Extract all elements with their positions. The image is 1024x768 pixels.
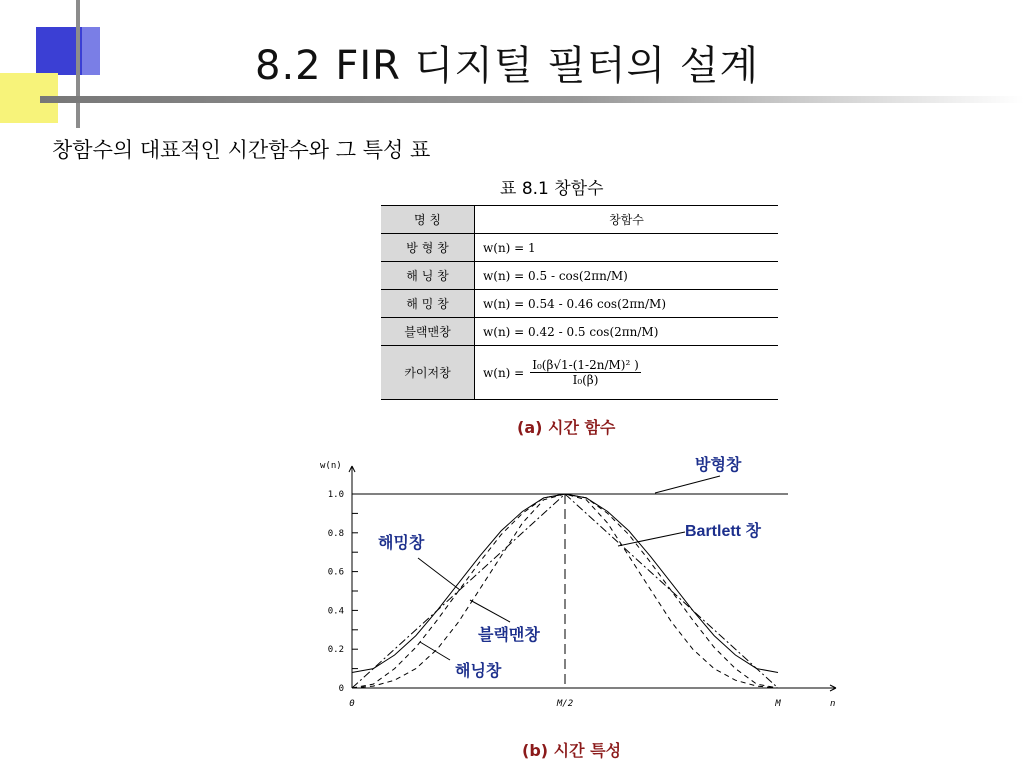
- x-tick-label: M: [775, 699, 781, 709]
- row-formula: w(n) = 0.42 - 0.5 cos(2πn/M): [475, 318, 779, 346]
- table-figure-caption: (a) 시간 함수: [517, 418, 616, 437]
- kaiser-numerator: I₀(β√1-(1-2n/M)² ): [532, 358, 639, 372]
- row-formula: w(n) = 0.54 - 0.46 cos(2πn/M): [475, 290, 779, 318]
- decor-blue-shade: [82, 27, 100, 75]
- series-label-pointer: [618, 532, 685, 546]
- chart-figure-caption: (b) 시간 특성: [522, 741, 622, 760]
- y-tick-label: 0.8: [327, 528, 344, 539]
- row-name: 해 닝 창: [381, 262, 475, 290]
- row-formula: [475, 346, 779, 400]
- x-tick-label: 0: [349, 699, 355, 709]
- table-row: [381, 290, 778, 318]
- header-function: 창함수: [475, 206, 779, 234]
- series-label: 해닝창: [455, 663, 502, 680]
- window-chart: [300, 450, 860, 720]
- series-label: 방형창: [695, 457, 742, 474]
- row-name: 해 밍 창: [381, 290, 475, 318]
- table-header-row: [381, 206, 778, 234]
- window-function-table: [381, 205, 778, 400]
- table-row: [381, 234, 778, 262]
- series-label: Bartlett 창: [685, 523, 761, 540]
- table-row: [381, 262, 778, 290]
- y-tick-label: 0.6: [327, 567, 344, 578]
- y-tick-label: 0.4: [327, 606, 344, 617]
- kaiser-lhs: w(n) =: [483, 365, 525, 380]
- table-row: [381, 346, 778, 400]
- y-tick-label: 0: [338, 684, 344, 694]
- row-name: 방 형 창: [381, 234, 475, 262]
- x-axis-end-label: n: [830, 699, 836, 709]
- y-tick-label: 0.2: [327, 645, 344, 656]
- series-label-pointer: [418, 558, 460, 590]
- slide-subtitle: 창함수의 대표적인 시간함수와 그 특성 표: [52, 138, 431, 162]
- series-label: 해밍창: [378, 535, 425, 552]
- header-name: 명 칭: [381, 206, 475, 234]
- series-label: 블랙맨창: [478, 627, 540, 644]
- row-name: 블랙맨창: [381, 318, 475, 346]
- slide-title: 8.2 FIR 디지털 필터의 설계: [255, 43, 760, 89]
- row-formula: w(n) = 0.5 - cos(2πn/M): [475, 262, 779, 290]
- decor-horizontal-line: [40, 96, 1024, 103]
- x-tick-label: M/2: [556, 699, 574, 709]
- y-tick-label: 1.0: [327, 490, 344, 500]
- decor-vertical-line: [76, 0, 80, 128]
- kaiser-denominator: I₀(β): [572, 373, 599, 387]
- table-row: [381, 318, 778, 346]
- series-label-pointer: [420, 642, 450, 660]
- row-formula: w(n) = 1: [475, 234, 779, 262]
- series-label-pointer: [655, 476, 720, 493]
- series-label-pointer: [470, 600, 510, 622]
- y-axis-label: w(n): [320, 461, 342, 471]
- row-name: 카이저창: [381, 346, 475, 400]
- table-caption: 표 8.1 창함수: [500, 179, 604, 199]
